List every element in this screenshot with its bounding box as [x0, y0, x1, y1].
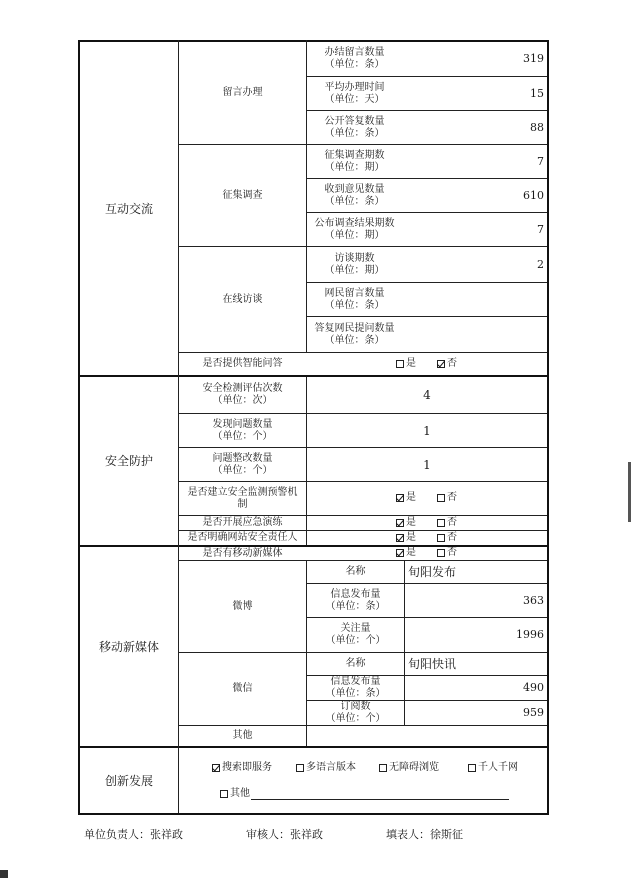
weibo-name-value: 旬阳发布: [408, 565, 457, 579]
messages-row-value: 319: [523, 52, 544, 65]
wechat-posts-label: 信息发布量 （单位：条）: [325, 676, 386, 699]
checkbox-icon: [437, 549, 445, 557]
innovation-option[interactable]: 无障碍浏览: [379, 762, 439, 774]
messages-row-label: 平均办理时间 （单位：天）: [324, 81, 385, 105]
responsible-label: 是否明确网站安全责任人: [187, 532, 298, 543]
drill-label: 是否开展应急演练: [202, 517, 283, 528]
section-media: 移动新媒体: [98, 639, 159, 654]
group-messages: 留言办理: [222, 87, 263, 98]
messages-row-label: 办结留言数量 （单位：条）: [324, 47, 385, 70]
has-media-no[interactable]: 否: [437, 547, 457, 559]
monitoring-yes[interactable]: 是: [396, 492, 416, 504]
drill-yes[interactable]: 是: [396, 517, 416, 529]
weibo-followers-label: 关注量 （单位：个）: [325, 623, 386, 646]
checkbox-icon: [396, 519, 404, 527]
section-security: 安全防护: [104, 454, 153, 468]
wechat-posts-value: 490: [523, 681, 544, 694]
checkbox-icon: [437, 519, 445, 527]
weibo-followers-value: 1996: [516, 628, 544, 641]
weibo-posts-value: 363: [523, 593, 544, 607]
responsible-yes[interactable]: 是: [396, 532, 416, 544]
security-row-value: 1: [423, 423, 431, 438]
section-interaction: 互动交流: [104, 201, 153, 216]
checkbox-icon: [220, 790, 228, 798]
monitoring-no[interactable]: 否: [437, 492, 457, 504]
weibo-posts-label: 信息发布量 （单位：条）: [325, 588, 386, 612]
checkbox-icon: [396, 494, 404, 502]
wechat-subs-value: 959: [523, 706, 544, 719]
security-row-value: 4: [423, 388, 431, 402]
checkbox-icon: [212, 764, 220, 772]
rule-right: [547, 40, 549, 815]
group-weibo: 微博: [232, 600, 253, 612]
section-innovation: 创新发展: [104, 773, 153, 788]
survey-row-value: 610: [523, 188, 544, 202]
survey-row-label: 收到意见数量 （单位：条）: [324, 183, 385, 207]
survey-row-value: 7: [537, 222, 544, 236]
group-survey: 征集调查: [222, 189, 263, 201]
smart-qa-yes[interactable]: 是: [396, 358, 416, 370]
innovation-option[interactable]: 千人千网: [468, 762, 518, 774]
drill-no[interactable]: 否: [437, 517, 457, 529]
security-row-value: 1: [423, 457, 431, 472]
interview-row-label: 网民留言数量 （单位：条）: [324, 287, 385, 311]
interview-row-label: 访谈期数 （单位：期）: [324, 252, 385, 276]
checkbox-icon: [437, 494, 445, 502]
checkbox-icon: [296, 764, 304, 772]
interview-row-label: 答复网民提问数量 （单位：条）: [314, 322, 395, 346]
wechat-subs-label: 订阅数 （单位：个）: [325, 701, 386, 724]
innovation-option[interactable]: 多语言版本: [296, 762, 356, 774]
security-row-label: 发现问题数量 （单位：个）: [212, 418, 273, 442]
responsible-no[interactable]: 否: [437, 532, 457, 544]
checkbox-icon: [396, 360, 404, 368]
other-input-line[interactable]: [251, 789, 509, 800]
messages-row-value: 88: [530, 120, 544, 134]
innovation-option[interactable]: 搜索即服务: [212, 762, 272, 774]
monitoring-label: 是否建立安全监测预警机 制: [187, 486, 298, 510]
interview-row-value: [404, 317, 547, 352]
group-interview: 在线访谈: [222, 293, 263, 305]
checkbox-icon: [468, 764, 476, 772]
group-wechat: 微信: [232, 683, 253, 694]
messages-row-value: 15: [530, 86, 544, 100]
checkbox-icon: [437, 360, 445, 368]
wechat-name-label: 名称: [345, 658, 366, 669]
checkbox-icon: [437, 534, 445, 542]
checkbox-icon: [379, 764, 387, 772]
signature-head: 单位负责人：张祥政: [84, 828, 183, 841]
scan-corner-mark: [0, 870, 8, 878]
messages-row-label: 公开答复数量 （单位：条）: [324, 115, 385, 139]
innovation-other[interactable]: 其他: [220, 788, 509, 800]
weibo-name-label: 名称: [345, 566, 366, 577]
rule-bottom: [78, 813, 549, 815]
signature-filler: 填表人：徐斯征: [386, 828, 463, 841]
smart-qa-label: 是否提供智能问答: [202, 358, 283, 369]
wechat-name-value: 旬阳快讯: [408, 657, 457, 671]
security-row-label: 问题整改数量 （单位：个）: [212, 452, 273, 476]
checkbox-icon: [396, 534, 404, 542]
scan-edge-mark: [628, 462, 631, 522]
survey-row-label: 征集调查期数 （单位：期）: [324, 149, 385, 173]
interview-row-value: [404, 283, 547, 316]
has-media-label: 是否有移动新媒体: [202, 547, 283, 559]
smart-qa-no[interactable]: 否: [437, 358, 457, 370]
survey-row-value: 7: [537, 154, 544, 168]
has-media-yes[interactable]: 是: [396, 547, 416, 559]
signature-reviewer: 审核人：张祥政: [246, 828, 323, 841]
interview-row-value: 2: [537, 258, 544, 271]
security-row-label: 安全检测评估次数 （单位：次）: [202, 383, 283, 406]
media-other-label: 其他: [232, 730, 253, 741]
checkbox-icon: [396, 549, 404, 557]
survey-row-label: 公布调查结果期数 （单位：期）: [314, 217, 395, 241]
